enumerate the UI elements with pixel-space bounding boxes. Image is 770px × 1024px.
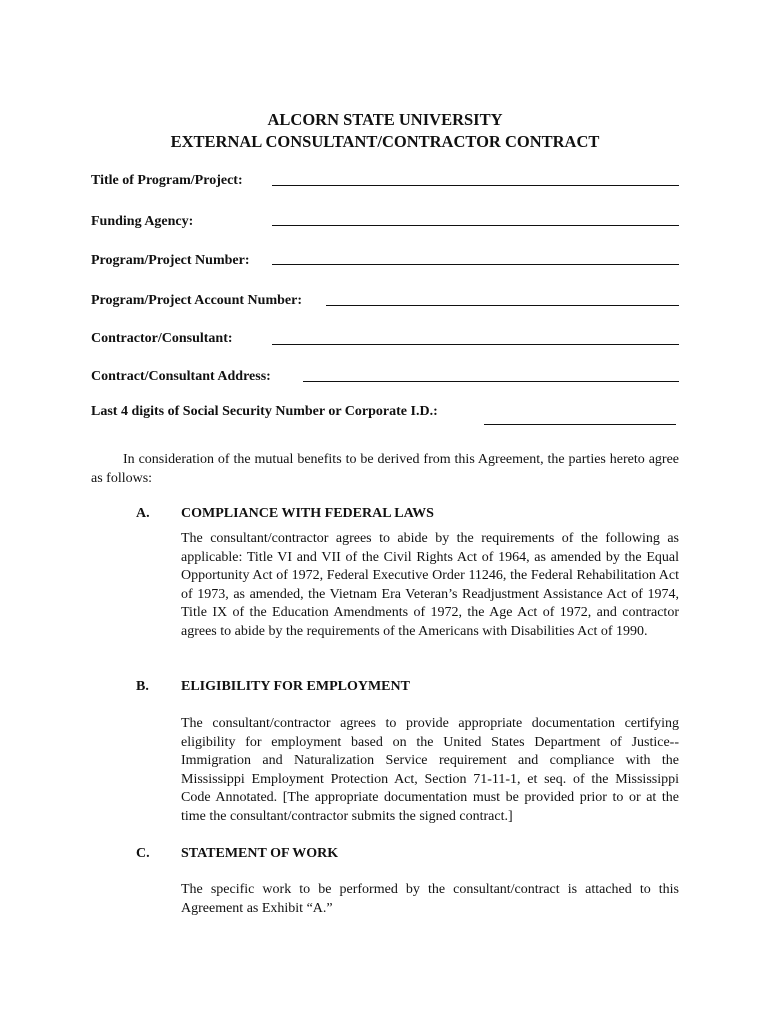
contractor-address-line[interactable] [303,381,679,382]
funding-agency-label: Funding Agency: [91,214,194,229]
contract-title: EXTERNAL CONSULTANT/CONTRACTOR CONTRACT [170,132,600,151]
university-name: ALCORN STATE UNIVERSITY [267,110,503,129]
section-c-body: The specific work to be performed by the consultant/contract is attached to this Agreement as Exhibit “A.” [181,882,679,916]
intro-paragraph: In consideration of the mutual benefits to be derived from this Agreement, the parties hereto agree as follows: [91,452,679,486]
funding-agency-line[interactable] [272,225,679,226]
section-b-heading: ELIGIBILITY FOR EMPLOYMENT [181,679,410,694]
program-number-label: Program/Project Number: [91,253,250,268]
section-b-letter: B. [136,679,149,694]
contractor-label: Contractor/Consultant: [91,331,233,346]
section-a-heading: COMPLIANCE WITH FEDERAL LAWS [181,506,434,521]
section-a-letter: A. [136,506,150,521]
section-a-body: The consultant/contractor agrees to abide by the requirements of the following as applicable: Title VI and VII of the Civil Rights Act of 1964, as amended by the Equal Opportunity Act of 1972, Federal Executive Order 11246, the Federal Rehabilitation Act of 1973, as amended, the Vietnam Era Veteran’s Readjustment Assistance Act of 1974, Title IX of the Education Amendments of 1972, the Age Act of 1972, and contractor agrees to abide by the requirements of the Americans with Disabilities Act of 1990. [181,531,679,639]
account-number-label: Program/Project Account Number: [91,293,302,308]
program-number-line[interactable] [272,264,679,265]
section-c-heading: STATEMENT OF WORK [181,846,339,861]
title-program-line[interactable] [272,185,679,186]
ssn-corporate-label: Last 4 digits of Social Security Number or Corporate I.D.: [91,404,438,419]
title-program-label: Title of Program/Project: [91,173,243,188]
section-c-letter: C. [136,846,150,861]
contractor-address-label: Contract/Consultant Address: [91,369,271,384]
account-number-line[interactable] [326,305,679,306]
ssn-corporate-line[interactable] [484,424,676,425]
contractor-line[interactable] [272,344,679,345]
section-b-body: The consultant/contractor agrees to provide appropriate documentation certifying eligibility for employment based on the United States Department of Justice--Immigration and Naturalization Service requirement and compliance with the Mississippi Employment Protection Act, Section 71-11-1, et seq. of the Mississippi Code Annotated. [The appropriate documentation must be provided prior to or at the time the consultant/contractor submits the signed contract.] [181,716,679,824]
